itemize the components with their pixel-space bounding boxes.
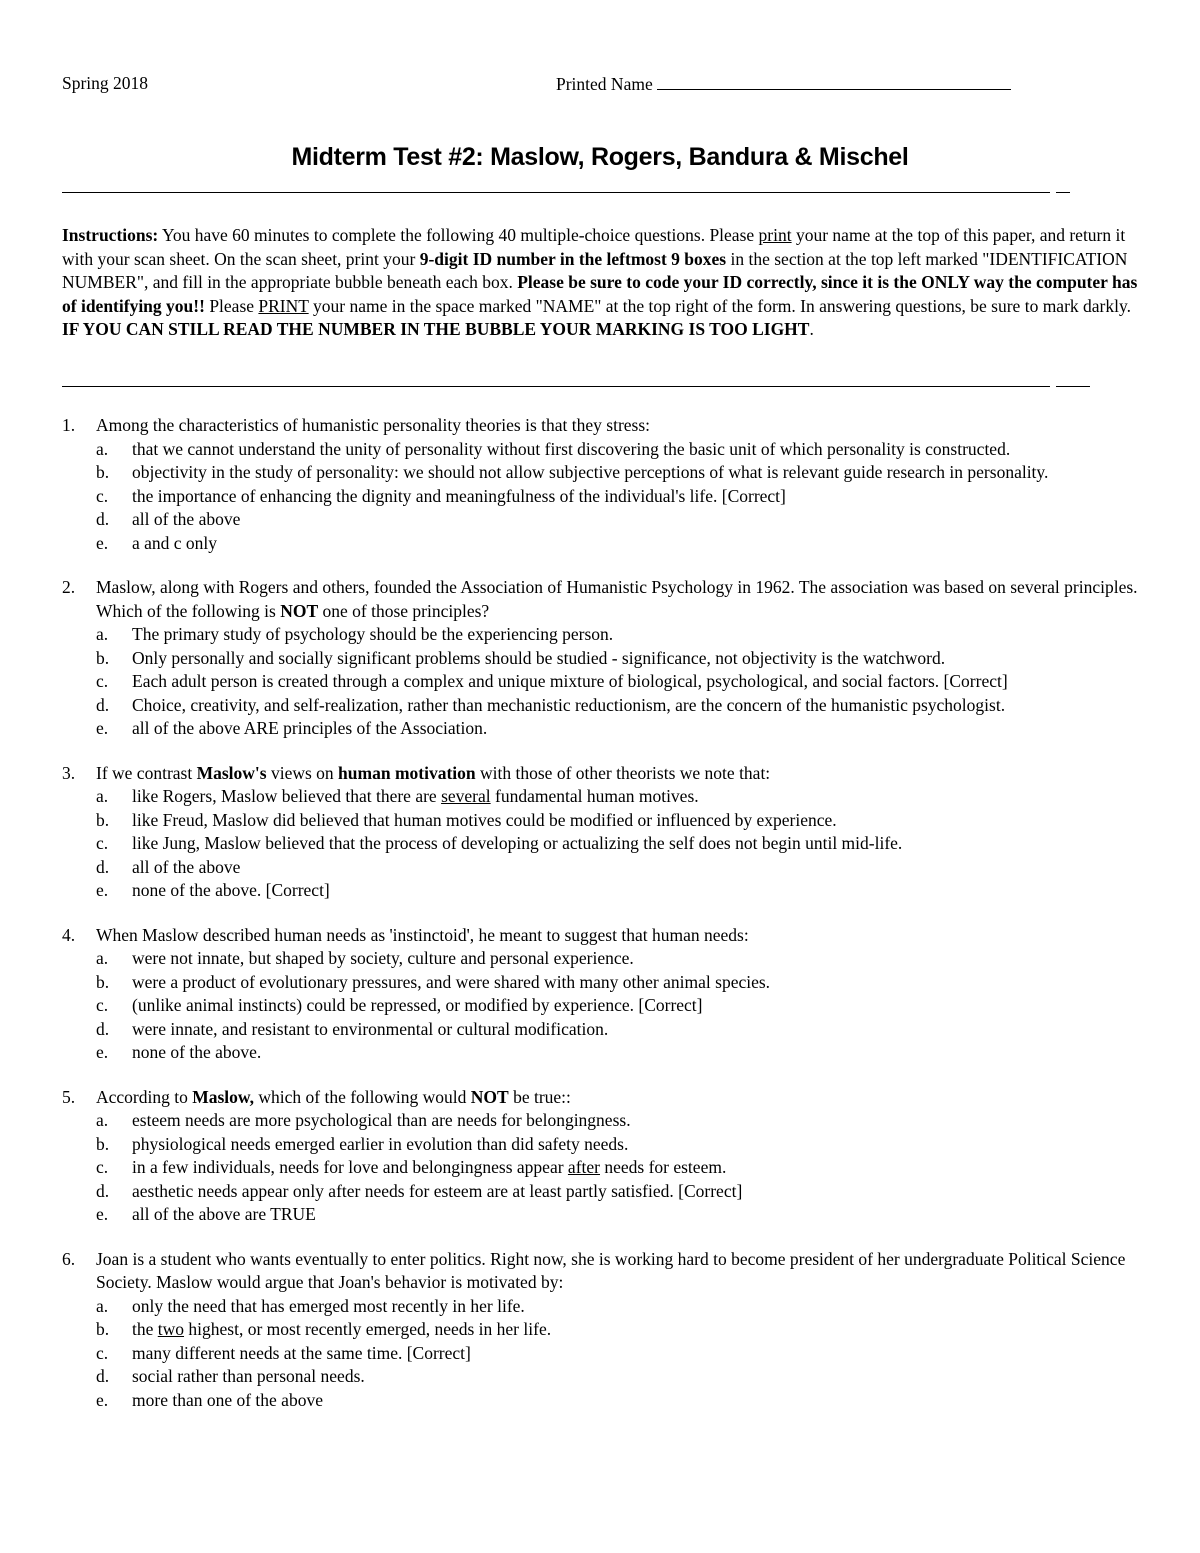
answer-option	[62, 994, 1138, 1018]
option-letter: a.	[96, 1110, 109, 1130]
question-text: When Maslow described human needs as 'instinctoid', he meant to suggest that human needs:	[96, 924, 749, 945]
semester-label: Spring 2018	[62, 73, 149, 93]
question-stem	[62, 1248, 1138, 1295]
option-text: were a product of evolutionary pressures, and were shared with many other animal species.	[132, 971, 771, 992]
answer-options	[62, 438, 1138, 556]
answer-option	[62, 1156, 1138, 1180]
printed-name-blank-line	[657, 73, 1011, 90]
option-underlined-word: two	[157, 1319, 185, 1339]
header-line	[62, 73, 1138, 97]
question-text: one of those principles?	[318, 600, 490, 621]
option-letter: d.	[96, 856, 110, 877]
instructions-text: your name at the top of this paper, and return it with your scan sheet. On the scan sheet, print your	[62, 225, 1126, 269]
option-text: needs for esteem.	[599, 1157, 727, 1177]
option-letter: c.	[96, 1157, 109, 1177]
answer-options	[62, 947, 1138, 1065]
option-letter: a.	[96, 948, 109, 968]
answer-option	[62, 623, 1138, 647]
answer-options	[62, 1295, 1138, 1413]
option-text: all of the above ARE principles of the Association.	[132, 718, 488, 738]
option-text: Only personally and socially significant problems should be studied - significance, not objectivity is the watchword.	[132, 647, 946, 668]
question-stem	[62, 414, 1138, 438]
question-stem	[62, 576, 1138, 623]
option-text: social rather than personal needs.	[132, 1366, 365, 1386]
question-number: 1.	[62, 415, 76, 435]
answer-option	[62, 971, 1138, 995]
option-text: that we cannot understand the unity of personality without first discovering the basic unit of which personality is constructed.	[132, 438, 1011, 459]
answer-option	[62, 832, 1138, 856]
option-text: like Rogers, Maslow believed that there are	[132, 786, 442, 806]
answer-option	[62, 485, 1138, 509]
option-letter: b.	[96, 462, 110, 482]
divider-bottom	[62, 386, 1050, 387]
question-text: Joan is a student who wants eventually to enter politics. Right now, she is working hard to become president of her undergraduate Political Science Society. Maslow would argue that Joan's behavior is motivated by:	[96, 1248, 1126, 1292]
answer-option	[62, 1180, 1138, 1204]
option-text: all of the above are TRUE	[132, 1204, 316, 1224]
option-text: the	[132, 1319, 158, 1339]
option-letter: a.	[96, 438, 109, 459]
instructions-print-word: print	[758, 225, 792, 245]
answer-option	[62, 461, 1138, 485]
question-stem	[62, 1086, 1138, 1110]
option-letter: d.	[96, 694, 110, 715]
instructions-text: in the section at the top left marked "IDENTIFICATION NUMBER", and fill in the appropriate bubble beneath each box.	[62, 248, 1128, 292]
option-letter: e.	[96, 718, 109, 738]
option-letter: e.	[96, 1042, 109, 1062]
option-text: (unlike animal instincts) could be repressed, or modified by experience. [Correct]	[132, 995, 703, 1015]
option-text: fundamental human motives.	[490, 786, 699, 806]
option-text: a and c only	[132, 532, 218, 553]
option-underlined-word: several	[441, 786, 491, 806]
answer-option	[62, 1203, 1138, 1227]
question-emphasis: human motivation	[338, 762, 476, 783]
option-letter: b.	[96, 1133, 110, 1154]
option-text: in a few individuals, needs for love and belongingness appear	[132, 1157, 568, 1177]
option-underlined-word: after	[567, 1157, 600, 1177]
option-letter: b.	[96, 971, 110, 992]
question-text: Among the characteristics of humanistic personality theories is that they stress:	[96, 415, 651, 435]
answer-option	[62, 694, 1138, 718]
answer-option	[62, 809, 1138, 833]
instructions-code-emphasis: Please be sure to code your ID correctly, since it is the ONLY way the computer has of identifying you!!	[62, 272, 1138, 316]
option-text: many different needs at the same time. [Correct]	[132, 1342, 471, 1363]
instructions-text: your name in the space marked "NAME" at the top right of the form. In answering questions, be sure to mark darkly.	[308, 295, 1131, 316]
divider-top-tail	[1056, 192, 1070, 193]
option-letter: c.	[96, 671, 109, 691]
question-2	[62, 576, 1138, 741]
answer-option	[62, 785, 1138, 809]
answer-option	[62, 1041, 1138, 1065]
answer-option	[62, 1365, 1138, 1389]
question-stem	[62, 924, 1138, 948]
option-letter: e.	[96, 532, 109, 553]
option-letter: d.	[96, 1180, 110, 1201]
question-number: 2.	[62, 577, 76, 597]
question-4	[62, 924, 1138, 1065]
option-letter: b.	[96, 647, 110, 668]
option-text: highest, or most recently emerged, needs in her life.	[184, 1319, 552, 1339]
question-text: According to	[96, 1086, 193, 1107]
question-number: 3.	[62, 762, 76, 783]
answer-options	[62, 1109, 1138, 1227]
answer-option	[62, 508, 1138, 532]
answer-option	[62, 647, 1138, 671]
answer-option	[62, 1109, 1138, 1133]
question-number: 6.	[62, 1248, 76, 1269]
option-text: aesthetic needs appear only after needs for esteem are at least partly satisfied. [Correct]	[132, 1180, 743, 1201]
answer-option	[62, 1342, 1138, 1366]
option-letter: d.	[96, 1366, 110, 1386]
page-title: Midterm Test #2: Maslow, Rogers, Bandura & Mischel	[291, 143, 909, 171]
option-text: physiological needs emerged earlier in evolution than did safety needs.	[132, 1133, 629, 1154]
divider-bottom-tail	[1056, 386, 1090, 387]
option-letter: c.	[96, 485, 109, 506]
answer-option	[62, 879, 1138, 903]
instructions-text: Please	[204, 295, 259, 316]
option-text: Each adult person is created through a complex and unique mixture of biological, psychological, and social factors. [Correct]	[132, 671, 1008, 691]
answer-option	[62, 1318, 1138, 1342]
option-text: all of the above	[132, 856, 241, 877]
answer-option	[62, 947, 1138, 971]
option-text: none of the above. [Correct]	[132, 880, 330, 900]
printed-name-field	[556, 73, 1011, 95]
instructions-id-emphasis: 9-digit ID number in the leftmost 9 boxes	[419, 248, 727, 269]
answer-option	[62, 856, 1138, 880]
option-text: more than one of the above	[132, 1389, 323, 1410]
option-letter: a.	[96, 624, 109, 644]
option-text: none of the above.	[132, 1042, 262, 1062]
option-text: were not innate, but shaped by society, culture and personal experience.	[132, 948, 634, 968]
question-text: be true::	[508, 1086, 571, 1107]
answer-options	[62, 623, 1138, 741]
instructions-paragraph	[62, 224, 1138, 342]
option-text: like Freud, Maslow did believed that human motives could be modified or influenced by experience.	[132, 809, 837, 830]
option-letter: e.	[96, 1389, 109, 1410]
answer-options	[62, 785, 1138, 903]
question-number: 4.	[62, 924, 76, 945]
question-text: which of the following would	[253, 1086, 471, 1107]
option-text: were innate, and resistant to environmental or cultural modification.	[132, 1018, 609, 1039]
option-letter: c.	[96, 1342, 109, 1363]
question-3	[62, 762, 1138, 903]
divider-top	[62, 192, 1050, 193]
option-letter: d.	[96, 1018, 110, 1039]
question-list	[62, 414, 1138, 1433]
question-emphasis: Maslow,	[192, 1086, 254, 1107]
question-text: views on	[266, 762, 339, 783]
answer-option	[62, 670, 1138, 694]
question-number: 5.	[62, 1086, 76, 1107]
question-emphasis: NOT	[280, 600, 319, 621]
question-5	[62, 1086, 1138, 1227]
option-letter: a.	[96, 786, 109, 806]
option-text: the importance of enhancing the dignity and meaningfulness of the individual's life. [Correct]	[132, 485, 786, 506]
option-text: like Jung, Maslow believed that the process of developing or actualizing the self does not begin until mid-life.	[132, 833, 903, 853]
option-letter: c.	[96, 833, 109, 853]
option-letter: c.	[96, 995, 109, 1015]
question-emphasis: Maslow's	[196, 762, 267, 783]
answer-option	[62, 1295, 1138, 1319]
question-1	[62, 414, 1138, 555]
option-letter: e.	[96, 1204, 109, 1224]
instructions-text: .	[809, 319, 814, 339]
option-text: esteem needs are more psychological than are needs for belongingness.	[132, 1110, 631, 1130]
question-stem	[62, 762, 1138, 786]
option-text: all of the above	[132, 509, 241, 529]
option-letter: e.	[96, 880, 109, 900]
option-text: The primary study of psychology should be the experiencing person.	[132, 624, 614, 644]
printed-name-label: Printed Name	[556, 74, 653, 94]
answer-option	[62, 1133, 1138, 1157]
option-letter: b.	[96, 1319, 110, 1339]
answer-option	[62, 1389, 1138, 1413]
instructions-light-warning: IF YOU CAN STILL READ THE NUMBER IN THE BUBBLE YOUR MARKING IS TOO LIGHT	[62, 319, 810, 339]
option-text: Choice, creativity, and self-realization, rather than mechanistic reductionism, are the concern of the humanistic psychologist.	[132, 694, 1006, 715]
answer-option	[62, 532, 1138, 556]
question-text: with those of other theorists we note that:	[475, 762, 771, 783]
question-text: If we contrast	[96, 762, 197, 783]
option-text: objectivity in the study of personality: we should not allow subjective perceptions of what is relevant guide research in personality.	[132, 462, 1049, 482]
option-text: only the need that has emerged most recently in her life.	[132, 1295, 525, 1316]
instructions-print-caps: PRINT	[258, 295, 309, 316]
instructions-label: Instructions:	[62, 225, 159, 245]
answer-option	[62, 1018, 1138, 1042]
question-6	[62, 1248, 1138, 1413]
answer-option	[62, 717, 1138, 741]
question-text: Maslow, along with Rogers and others, founded the Association of Humanistic Psychology in 1962. The association was based on several principles. Which of the following is	[96, 577, 1138, 621]
option-letter: d.	[96, 509, 110, 529]
question-emphasis: NOT	[470, 1086, 509, 1107]
instructions-text: You have 60 minutes to complete the following 40 multiple-choice questions. Please	[158, 225, 759, 245]
option-letter: b.	[96, 809, 110, 830]
answer-option	[62, 438, 1138, 462]
option-letter: a.	[96, 1295, 109, 1316]
